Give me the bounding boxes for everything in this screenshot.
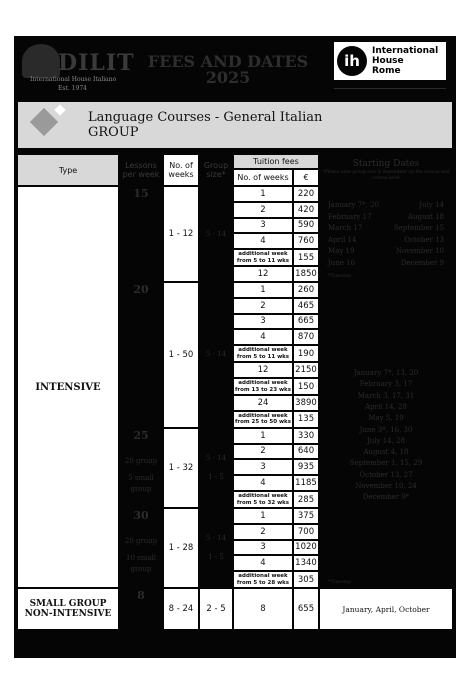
weeks-cell: 24 <box>234 396 292 410</box>
weeks-cell: additional week from 5 to 11 wks <box>234 250 292 265</box>
weeks-cell: 4 <box>234 234 292 248</box>
weeks-cell: 3 <box>234 219 292 233</box>
date-line: January 7*, 13, 20 <box>353 369 419 377</box>
date-line: December 9* <box>362 493 410 502</box>
group-size-value: 5 - 14 <box>205 350 227 359</box>
fee-cell: 935 <box>294 460 318 474</box>
partner-name-line: House <box>372 56 404 66</box>
date-line: June 16 <box>328 258 356 267</box>
group-size-cell <box>200 509 232 587</box>
fee-cell: 1020 <box>295 542 317 553</box>
date-line: April 14 <box>328 235 357 244</box>
section-banner <box>18 102 452 148</box>
weeks-cell: 8 <box>234 589 292 629</box>
weeks-cell: 3 <box>234 315 292 329</box>
group-size-small: 1 - 5 <box>208 472 224 481</box>
date-line: August 18 <box>407 212 444 221</box>
section-title-line-1: Language Courses - General Italian <box>88 110 323 125</box>
header-starting-dates <box>320 155 452 185</box>
weeks-cell: additional week from 5 to 11 wks <box>234 346 292 361</box>
weeks-cell: 3 <box>234 541 292 555</box>
date-line: July 14 <box>419 201 444 209</box>
header-lessons: Lessons per week <box>122 161 160 179</box>
title-line-2: 2025 <box>205 68 251 87</box>
weeks-cell: 3 <box>234 460 292 474</box>
weeks-cell: 12 <box>234 363 292 377</box>
diamond-icon <box>30 108 58 136</box>
fee-cell: 305 <box>294 572 318 587</box>
weeks-cell: additional week from 5 to 28 wks <box>234 572 292 587</box>
date-line: November 10, 24 <box>355 482 417 490</box>
fees-sheet <box>14 36 456 658</box>
lessons-sub-small: 10 small group <box>125 554 156 573</box>
date-line: May 5, 19 <box>368 414 404 423</box>
lessons-value: 15 <box>133 187 149 200</box>
weeks-cell: 4 <box>234 476 292 490</box>
fee-cell: 150 <box>294 379 318 394</box>
type-small-group-line-2: NON-INTENSIVE <box>24 609 112 620</box>
fee-cell: 700 <box>294 525 318 539</box>
fee-cell: 1850 <box>295 269 317 280</box>
fee-cell: 590 <box>294 219 318 233</box>
type-small-group <box>18 589 118 629</box>
fee-cell: 190 <box>294 346 318 361</box>
header-currency: € <box>294 170 318 185</box>
fee-cell: 2150 <box>295 365 317 376</box>
date-line: January 7*, 20 <box>328 201 380 209</box>
fee-cell: 285 <box>294 492 318 507</box>
group-size-value: 5 - 14 <box>205 453 227 462</box>
lessons-cell <box>120 283 162 427</box>
date-line: October 13, 27 <box>359 470 413 479</box>
date-line: August 4, 18 <box>363 448 409 457</box>
fee-cell: 760 <box>294 234 318 248</box>
weeks-cell: 1 <box>234 509 292 523</box>
lessons-sub-group: 20 group <box>124 456 158 465</box>
weeks-cell: additional week from 5 to 32 wks <box>234 492 292 507</box>
date-line: February 3, 17 <box>359 380 413 389</box>
weeks-cell: 2 <box>234 525 292 539</box>
lessons-value: 8 <box>137 589 145 603</box>
section-title-line-2: GROUP <box>88 125 139 140</box>
date-line: February 17 <box>328 212 372 221</box>
date-line: March 17 <box>328 224 363 232</box>
date-line: October 13 <box>404 235 444 244</box>
lessons-cell <box>120 509 162 587</box>
title-line-1: FEES AND DATES <box>147 52 309 71</box>
course-weeks-cell: 8 - 24 <box>164 589 198 629</box>
page-title <box>144 54 312 86</box>
partner-logo <box>334 42 446 80</box>
fee-cell: 420 <box>294 203 318 217</box>
colosseum-icon <box>22 44 60 78</box>
weeks-cell: 2 <box>234 445 292 459</box>
weeks-cell: 2 <box>234 299 292 313</box>
lessons-cell <box>120 589 162 629</box>
weeks-cell: 1 <box>234 187 292 201</box>
fee-cell: 330 <box>294 429 318 443</box>
date-line: September 1, 15, 29 <box>349 459 423 468</box>
group-size-value: 5 - 14 <box>205 229 227 238</box>
fee-cell: 465 <box>294 299 318 313</box>
date-line: September 15 <box>393 224 444 232</box>
group-size-cell <box>200 283 232 427</box>
weeks-cell: 4 <box>234 330 292 344</box>
weeks-cell: additional week from 13 to 23 wks <box>234 380 291 393</box>
weeks-cell: 2 <box>234 203 292 217</box>
group-size-cell: 2 - 5 <box>200 589 232 629</box>
date-line: November 10 <box>395 247 444 255</box>
starting-dates-small-group: January, April, October <box>320 589 452 629</box>
date-line: April 14, 28 <box>365 402 407 411</box>
date-footnote: *Tuesday <box>328 273 352 279</box>
course-weeks-cell: 1 - 12 <box>164 187 198 281</box>
course-weeks-cell: 1 - 50 <box>164 283 198 427</box>
school-tagline: International House Italiano <box>30 76 117 83</box>
group-size-cell <box>200 429 232 507</box>
fee-cell: 1340 <box>295 558 317 569</box>
type-intensive: INTENSIVE <box>18 187 118 587</box>
group-size-value: 5 - 14 <box>205 534 227 543</box>
fee-cell: 640 <box>294 445 318 459</box>
fee-cell: 870 <box>294 330 318 344</box>
fee-cell: 155 <box>294 250 318 265</box>
fee-cell: 3890 <box>295 397 317 408</box>
date-footnote: *Tuesday <box>328 579 352 586</box>
weeks-cell: 12 <box>234 267 292 281</box>
lessons-value: 20 <box>133 283 149 296</box>
group-size-cell <box>200 187 232 281</box>
partner-name-line: Rome <box>372 66 401 76</box>
weeks-cell: 4 <box>234 556 292 570</box>
weeks-cell: 1 <box>234 429 292 443</box>
lessons-value: 30 <box>133 509 149 522</box>
partner-name <box>372 46 438 76</box>
weeks-cell: 1 <box>234 283 292 297</box>
starting-dates-note: *Please note group size is dependent on the season and course level <box>322 169 450 181</box>
school-logo <box>18 40 138 96</box>
fee-cell: 1185 <box>295 478 317 489</box>
fee-cell: 220 <box>294 187 318 201</box>
date-line: July 14, 28 <box>367 436 405 445</box>
fee-cell: 665 <box>294 315 318 329</box>
school-logo-text: DILIT <box>58 50 135 76</box>
lessons-sub-group: 20 group <box>124 537 158 545</box>
course-weeks-cell: 1 - 32 <box>164 429 198 507</box>
date-line: December 9 <box>400 258 444 267</box>
date-line: March 3, 17, 31 <box>357 391 415 400</box>
weeks-cell: additional week from 25 to 50 wks <box>234 412 291 426</box>
header-divider <box>334 88 446 89</box>
fee-cell: 655 <box>294 589 318 629</box>
fee-cell: 135 <box>294 412 318 427</box>
lessons-cell <box>120 429 162 507</box>
date-line: June 3*, 16, 30 <box>359 425 413 434</box>
course-weeks-cell: 1 - 28 <box>164 509 198 587</box>
date-line: May 19 <box>328 247 355 255</box>
header-weeks: No. of weeks <box>164 155 198 185</box>
header-group-size: Group size* <box>203 161 229 179</box>
lessons-cell <box>120 187 162 281</box>
header-no-of-weeks: No. of weeks <box>234 170 292 185</box>
fee-cell: 375 <box>294 509 318 523</box>
starting-dates-title: Starting Dates <box>352 158 420 169</box>
section-title <box>88 110 322 140</box>
group-size-small: 1 - 5 <box>208 553 224 562</box>
partner-name-line: International <box>372 46 439 56</box>
small-diamond-icon <box>54 104 65 115</box>
fee-cell: 260 <box>294 283 318 297</box>
starting-dates-15 <box>320 187 452 281</box>
header-tuition: Tuition fees <box>234 155 318 168</box>
ih-logo-mark: ih <box>337 46 367 76</box>
header-type: Type <box>18 155 118 185</box>
lessons-sub-small: 5 small group <box>128 473 154 493</box>
type-small-group-line-1: SMALL GROUP <box>29 599 107 610</box>
lessons-value: 25 <box>133 428 149 442</box>
starting-dates-20 <box>320 283 452 587</box>
school-since: Est. 1974 <box>58 85 87 92</box>
